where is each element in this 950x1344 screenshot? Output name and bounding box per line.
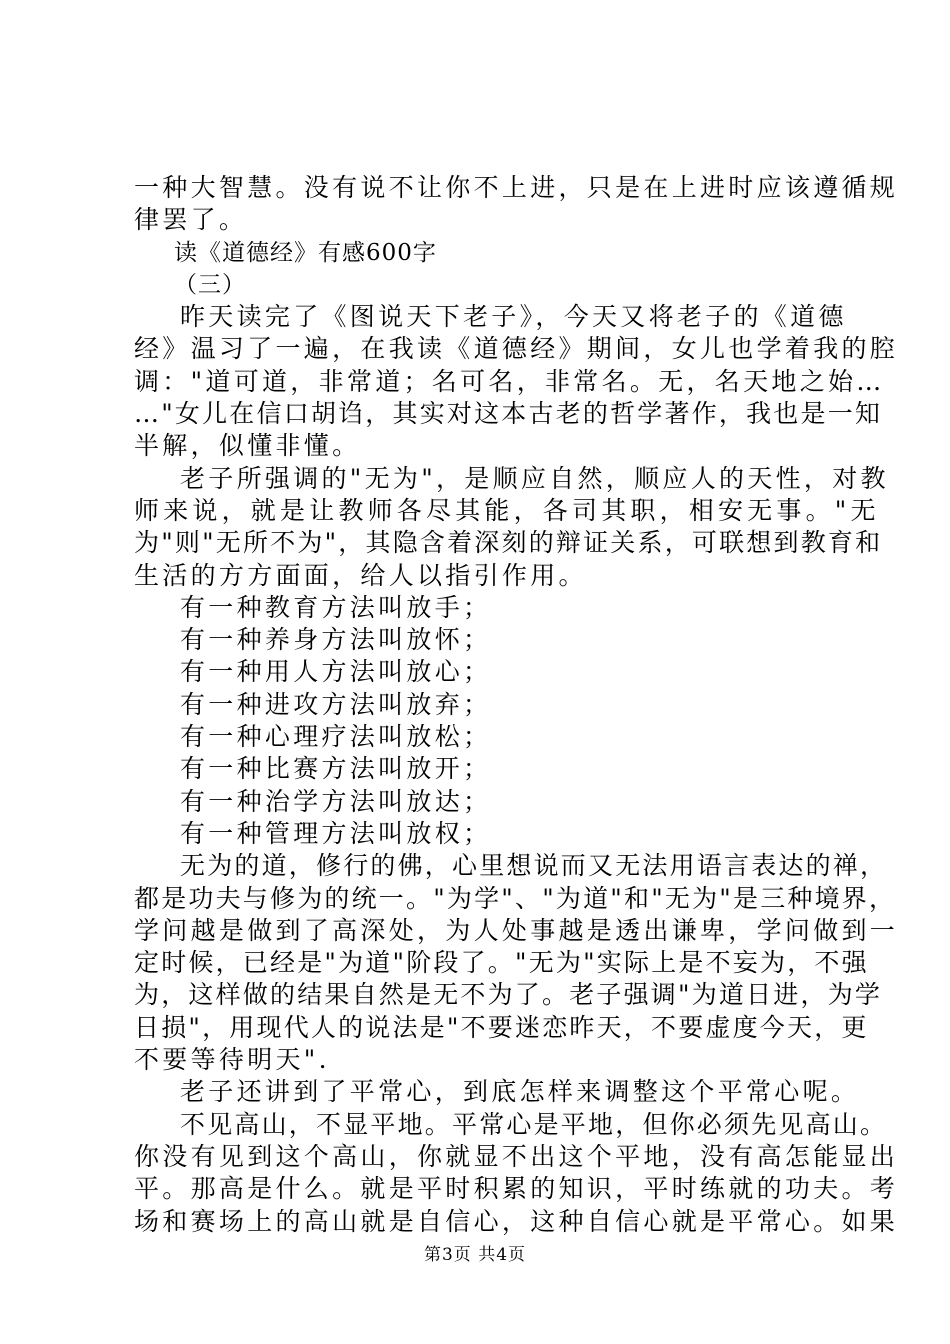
list-line: 有一种管理方法叫放权； [180, 818, 492, 848]
list-line: 有一种心理疗法叫放松； [180, 722, 492, 752]
text-line: 昨天读完了《图说天下老子》，今天又将老子的《道德 [180, 302, 847, 332]
text-line: 师来说，就是让教师各尽其能，各司其职，相安无事。"无 [134, 495, 880, 525]
text-line: 不见高山，不显平地。平常心是平地，但你必须先见高山。 [180, 1109, 888, 1139]
text-line: 老子所强调的"无为"，是顺应自然，顺应人的天性，对教 [180, 463, 889, 493]
list-line: 有一种教育方法叫放手； [180, 592, 492, 622]
list-line: 有一种治学方法叫放达； [180, 786, 492, 816]
text-line: 无为的道，修行的佛，心里想说而又无法用语言表达的禅， [180, 851, 888, 881]
text-line: 为，这样做的结果自然是无不为了。老子强调"为道日进，为学 [134, 980, 883, 1010]
text-line: 学问越是做到了高深处，为人处事越是透出谦卑，学问做到一 [134, 915, 899, 945]
essay-title: 读《道德经》有感600字 [174, 239, 437, 266]
text-line: 不要等待明天". [134, 1045, 330, 1075]
text-line: 场和赛场上的高山就是自信心，这种自信心就是平常心。如果 [134, 1206, 899, 1236]
section-number: （三） [174, 271, 246, 298]
list-line: 有一种比赛方法叫放开； [180, 754, 492, 784]
text-line: 都是功夫与修为的统一。"为学"、"为道"和"无为"是三种境界， [134, 883, 897, 913]
text-line: 日损"，用现代人的说法是"不要迷恋昨天，不要虚度今天，更 [134, 1012, 869, 1042]
page-number-footer: 第3页 共4页 [423, 1245, 527, 1265]
text-line: 一种大智慧。没有说不让你不上进，只是在上进时应该遵循规 [134, 173, 899, 202]
text-line: 生活的方方面面，给人以指引作用。 [134, 560, 587, 590]
text-line: 经》温习了一遍，在我读《道德经》期间，女儿也学着我的腔 [134, 334, 899, 364]
list-line: 有一种进攻方法叫放弃； [180, 689, 492, 719]
text-line: 平。那高是什么。就是平时积累的知识，平时练就的功夫。考 [134, 1174, 899, 1204]
text-line: 半解，似懂非懂。 [134, 431, 361, 461]
list-line: 有一种养身方法叫放怀； [180, 625, 492, 655]
text-line: 你没有见到这个高山，你就显不出这个平地，没有高怎能显出 [134, 1141, 899, 1171]
document-body [134, 172, 899, 1238]
list-line: 有一种用人方法叫放心； [180, 657, 492, 687]
text-line: …"女儿在信口胡诌，其实对这本古老的哲学著作，我也是一知 [134, 399, 883, 429]
text-line: 老子还讲到了平常心，到底怎样来调整这个平常心呢。 [180, 1077, 860, 1107]
text-line: 为"则"无所不为"，其隐含着深刻的辩证关系，可联想到教育和 [134, 528, 883, 558]
text-line: 调："道可道，非常道；名可名，非常名。无，名天地之始… [134, 366, 885, 396]
text-line: 定时候，已经是"为道"阶段了。"无为"实际上是不妄为，不强 [134, 948, 869, 978]
text-line: 律罢了。 [134, 205, 248, 235]
